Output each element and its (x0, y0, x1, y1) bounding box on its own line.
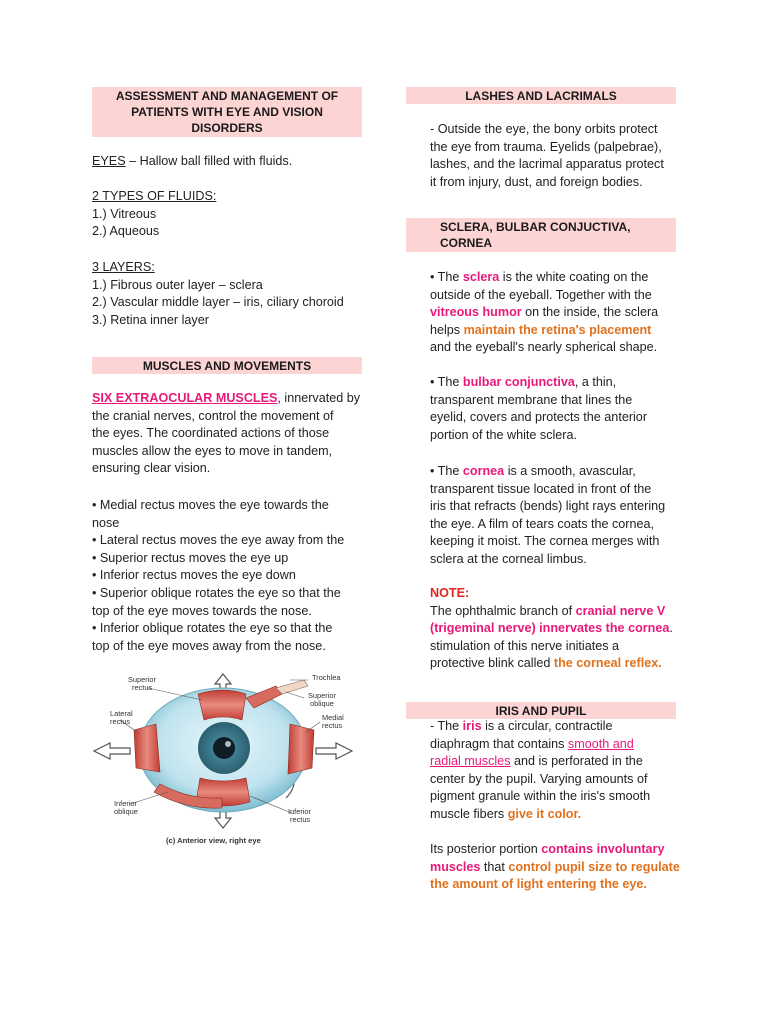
bulbar-conjunctiva-term: bulbar conjunctiva (462, 375, 575, 389)
fluids-section (92, 188, 362, 241)
retina-placement-highlight: maintain the retina's placement (463, 322, 652, 337)
label-trochlea: Trochlea (312, 673, 341, 682)
eyes-definition (92, 153, 362, 171)
movement-line: • Inferior rectus moves the eye down (92, 568, 296, 583)
layers-section (92, 259, 367, 329)
label-lateral-rectus: rectus (110, 717, 131, 726)
text: • The (430, 464, 463, 478)
text: helps (430, 322, 464, 337)
movement-line: • Medial rectus moves the eye towards the (92, 498, 329, 512)
smooth-muscles-link: smooth and (567, 736, 634, 751)
layer-item: 2.) Vascular middle layer – iris, ciliary choroid (92, 295, 344, 310)
text: outside of the eyeball. Together with the (430, 287, 652, 302)
movement-line: • Inferior oblique rotates the eye so that the (92, 621, 333, 636)
text: on the inside, the sclera (521, 305, 659, 320)
eyes-def: – Hallow ball filled with fluids. (125, 154, 293, 168)
text: is a circular, contractile (481, 719, 613, 733)
radial-muscles-link: radial muscles (430, 754, 511, 769)
label-medial-rectus: Medial (322, 713, 344, 722)
pupil-control-highlight: control pupil size to regulate (508, 859, 680, 874)
eyes-term: EYES (92, 154, 126, 168)
text: - The (430, 719, 463, 733)
involuntary-highlight: contains involuntary (541, 842, 665, 856)
label-medial-rectus: rectus (322, 721, 343, 730)
label-superior-oblique: Superior (308, 691, 336, 700)
movement-list (92, 497, 367, 655)
give-color-highlight: give it color. (507, 806, 582, 821)
label-superior-rectus: Superior (128, 675, 156, 684)
label-inferior-oblique: oblique (114, 807, 138, 816)
note-block (430, 585, 690, 673)
bulbar-paragraph (430, 374, 690, 444)
trigeminal-highlight: (trigeminal nerve) innervates the cornea (430, 621, 670, 636)
arrow-left-icon (94, 743, 130, 759)
layer-item: 3.) Retina inner layer (92, 312, 209, 327)
label-lateral-rectus: Lateral (110, 709, 133, 718)
text: portion of the white sclera. (430, 427, 578, 442)
text: diaphragm that contains (430, 736, 568, 751)
movement-line: • Superior oblique rotates the eye so that the (92, 585, 341, 600)
pupil-control-highlight: the amount of light entering the eye. (430, 877, 647, 892)
fluid-item: 1.) Vitreous (92, 206, 157, 221)
movement-line: • Lateral rectus moves the eye away from the (92, 533, 345, 548)
intro-line: , innervated by (277, 391, 361, 405)
lateral-rectus-muscle (134, 724, 160, 772)
sclera-term: sclera (462, 270, 500, 284)
medial-rectus-muscle (288, 724, 314, 774)
sclera-header-line: CORNEA (440, 236, 493, 250)
lashes-header: LASHES AND LACRIMALS (406, 87, 676, 104)
corneal-reflex-highlight: the corneal reflex. (553, 656, 662, 671)
superior-rectus-muscle (198, 690, 246, 720)
text: pigment granule within the iris's smooth (430, 789, 651, 804)
layers-heading: 3 LAYERS: (92, 260, 155, 274)
text: eyelid, covers and protects the anterior (430, 410, 648, 425)
title-line: PATIENTS WITH EYE AND VISION (131, 105, 323, 119)
vitreous-humor-term: vitreous humor (430, 305, 522, 320)
text: , a thin, (574, 375, 617, 389)
text: • The (430, 375, 463, 389)
muscles-highlight: muscles (430, 859, 481, 874)
figure-caption: (c) Anterior view, right eye (166, 836, 261, 845)
sclera-paragraph (430, 269, 690, 357)
pupil (213, 737, 235, 759)
cranial-nerve-highlight: cranial nerve V (575, 603, 666, 618)
text: protective blink called (430, 656, 554, 671)
arrow-right-icon (316, 743, 352, 759)
text: The ophthalmic branch of (430, 603, 576, 618)
lashes-line: lashes, and the lacrimal apparatus protect (430, 157, 664, 172)
iris-posterior-paragraph (430, 841, 690, 894)
text: stimulation of this nerve initiates a (430, 638, 619, 653)
text: that (480, 859, 509, 874)
layer-item: 1.) Fibrous outer layer – sclera (92, 277, 263, 292)
cornea-paragraph (430, 463, 690, 569)
text: • The (430, 270, 463, 284)
text: is a smooth, avascular, (504, 464, 636, 478)
movement-line: • Superior rectus moves the eye up (92, 550, 289, 565)
text: the eye. A film of tears coats the cornea, (430, 516, 655, 531)
text: is the white coating on the (499, 270, 649, 284)
lashes-line: the eye from trauma. Eyelids (palpebrae), (430, 139, 662, 154)
sclera-header-line: SCLERA, BULBAR CONJUCTIVA, (440, 220, 631, 234)
text: transparent membrane that lines the (430, 392, 633, 407)
title-line: ASSESSMENT AND MANAGEMENT OF (115, 89, 339, 103)
text: transparent tissue located in front of the (430, 481, 652, 496)
text: sclera at the corneal limbus. (430, 551, 587, 566)
intro-line: the cranial nerves, control the movement of (92, 408, 334, 423)
movement-line: nose (92, 515, 120, 530)
title-line: DISORDERS (191, 121, 263, 135)
text: center by the pupil. Varying amounts of (430, 771, 648, 786)
text: muscle fibers (430, 806, 508, 821)
eye-muscles-diagram (90, 668, 362, 850)
label-inferior-rectus: Inferior (288, 807, 312, 816)
text: and is perforated in the (510, 754, 643, 769)
intro-line: the eyes. The coordinated actions of those (92, 426, 330, 441)
text: and the eyeball's nearly spherical shape. (430, 340, 658, 355)
text: Its posterior portion (430, 842, 542, 856)
label-inferior-oblique: Inferior (114, 799, 138, 808)
iris-paragraph (430, 718, 690, 824)
iris-term: iris (462, 719, 482, 733)
lashes-line: it from injury, dust, and foreign bodies. (430, 174, 643, 189)
lashes-text (430, 121, 685, 191)
note-label: NOTE: (430, 586, 470, 600)
pupil-highlight (225, 741, 231, 747)
document-title (92, 87, 362, 137)
muscles-header: MUSCLES AND MOVEMENTS (92, 357, 362, 374)
lashes-line: - Outside the eye, the bony orbits protect (430, 122, 658, 136)
cornea-term: cornea (462, 464, 505, 478)
label-superior-oblique: oblique (310, 699, 334, 708)
intro-line: ensuring clear vision. (92, 461, 211, 476)
trochlea-tendon (276, 680, 308, 694)
fluid-item: 2.) Aqueous (92, 224, 160, 239)
movement-line: top of the eye moves away from the nose. (92, 638, 326, 653)
label-inferior-rectus: rectus (290, 815, 311, 824)
movement-line: top of the eye moves towards the nose. (92, 603, 312, 618)
text: . (669, 621, 673, 636)
six-muscles-term: SIX EXTRAOCULAR MUSCLES (92, 391, 278, 405)
muscles-intro (92, 390, 367, 478)
text: iris that refracts (bends) light rays entering (430, 499, 666, 514)
intro-line: muscles allow the eyes to move in tandem, (92, 443, 333, 458)
text: keeping it moist. The cornea merges with (430, 534, 660, 549)
sclera-header (406, 218, 676, 252)
label-superior-rectus: rectus (132, 683, 153, 692)
iris-header: IRIS AND PUPIL (406, 702, 676, 719)
fluids-heading: 2 TYPES OF FLUIDS: (92, 189, 217, 203)
